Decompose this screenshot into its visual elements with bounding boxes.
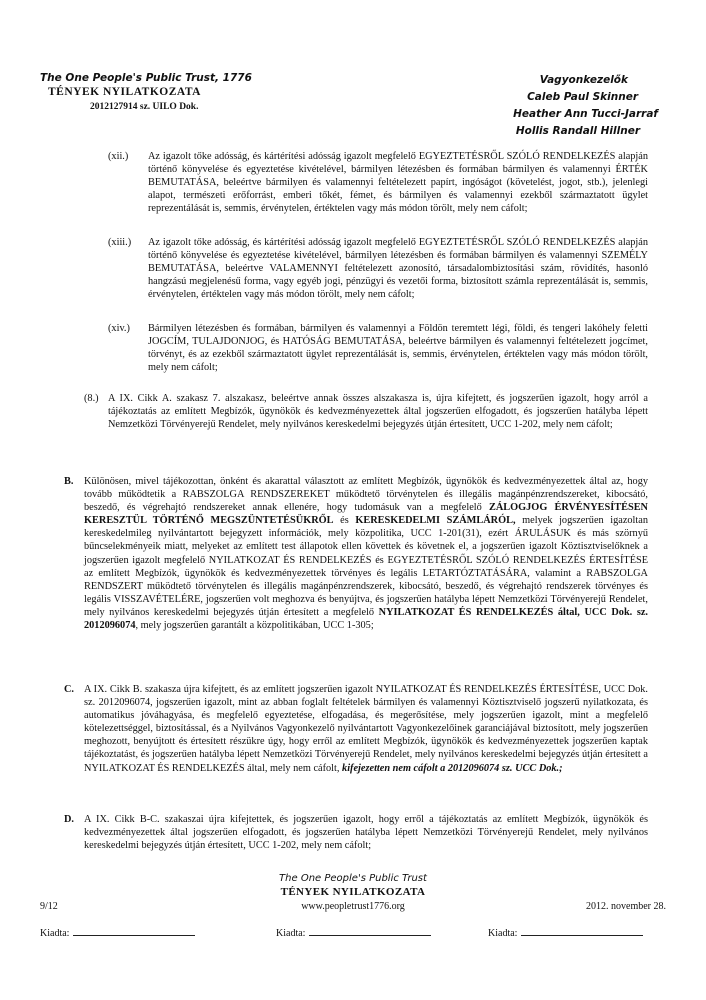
trustee-name: Hollis Randall Hillner xyxy=(515,125,640,137)
header-left xyxy=(40,72,320,112)
bold-italic-phrase: kifejezetten nem cáfolt a 2012096074 sz. UCC Dok.; xyxy=(342,762,563,774)
item-number: (xii.) xyxy=(108,151,129,162)
item-text: Az igazolt tőke adósság, és kártérítési adósság igazolt megfelelő EGYEZTETÉSRŐL SZÓLÓ RENDELKEZÉS alapján történő könyvelése és egyeztetése kivételével, bármilyen létezésben és formában bármilyen és valamennyi ÉRTÉK BEMUTATÁSA, beleértve bármilyen és valamennyi feltételezett papírt, ingóságot (követelést, jogot, stb.), jelenlegi alapot, természeti erőforrást, emberi tőkét, fémet, és bármilyen és valamennyi ezekből származtatott ügylet reprezentálását is, semmis, érvénytelen, értéktelen vagy más módon törölt, mely nem cáfolt; xyxy=(148,151,648,215)
footer-title: TÉNYEK NYILATKOZATA xyxy=(280,886,426,898)
signature-field xyxy=(488,926,643,939)
bold-phrase: ZÁLOGJOG ÉRVÉNYESÍTÉSEN KERESZTÜL TÖRTÉNŐ MEGSZÜNTETÉSÜKRŐL xyxy=(84,502,648,527)
item-text: A IX. Cikk A. szakasz 7. alszakasz, beleértve annak összes alszakasza is, újra kifejtett, és jogszerűen igazolt, hogy arról a tájékoztatás az említett Megbízók, ügynökök és kedvezményezettek által jogszerűen elfogadott, és jogszerűen hatályba lépett Nemzetközi Törvényerejű Rendelet, mely nyilvános kereskedelmi bejegyzés útján értesített, UCC 1-202, mely nem cáfolt; xyxy=(108,393,648,431)
signature-line xyxy=(521,926,643,936)
signature-line xyxy=(73,926,195,936)
list-item xyxy=(108,150,648,215)
section-c xyxy=(64,683,648,775)
page-number: 9/12 xyxy=(40,901,58,912)
footer-date: 2012. november 28. xyxy=(586,901,666,912)
item-text: Bármilyen létezésben és formában, bármilyen és valamennyi a Földön teremtett légi, földi, és tengeri lakóhely feletti JOGCÍM, TULAJDONJOG, és HATÓSÁG BEMUTATÁSA, beleértve bármilyen és valamennyi feltételezett jogcímet, törvényt, és az ezekből származtatott ügylet reprezentálását is, semmis, érvénytelen, értéktelen vagy más módon törölt, mely nem cáfolt; xyxy=(148,323,648,374)
signature-label: Kiadta: xyxy=(40,928,70,939)
section-d xyxy=(64,813,648,852)
trustee-name: Heather Ann Tucci-Jarraf xyxy=(513,108,658,120)
list-item xyxy=(108,236,648,301)
signature-label: Kiadta: xyxy=(488,928,518,939)
trust-name: The One People's Public Trust, 1776 xyxy=(40,72,252,84)
list-item xyxy=(84,392,648,431)
item-number: (xiv.) xyxy=(108,323,130,334)
bold-phrase: NYILATKOZAT ÉS RENDELKEZÉS által, UCC Dok. sz. 2012096074 xyxy=(84,606,648,632)
section-b xyxy=(64,475,648,632)
list-item xyxy=(108,322,648,374)
item-text: Az igazolt tőke adósság, és kártérítési adósság igazolt megfelelő EGYEZTETÉSRŐL SZÓLÓ RENDELKEZÉS alapján történő könyvelése és egyeztetése kivételével, bármilyen létezésben és formában bármilyen és valamennyi SZEMÉLY BEMUTATÁSA, beleértve VALAMENNYI feltételezett azonosító, társadalombiztosítási szám, rövidítés, hasonló hangzású megjelenésű forma, vagy egyéb jogi, pénzügyi és vezetői forma, biztosított számla reprezentálását is, semmis, érvénytelen, értéktelen vagy más módon törölt, mely nem cáfolt; xyxy=(148,237,648,301)
item-number: (xiii.) xyxy=(108,237,132,248)
section-text: Különösen, mivel tájékozottan, önként és akarattal választott az említett Megbízók, ügynökök és kedvezményezettek által az, hogy tovább működtetik a RABSZOLGA RENDSZEREKET működtető törvénytelen és illegális magánpénzrendszereket, kibocsátó, beszedő, és végrehajtó rendszereket annak ellenére, hogy tudomásuk van a megfelelő ZÁLOGJOG ÉRVÉNYESÍTÉSEN KERESZTÜL TÖRTÉNŐ MEGSZÜNTETÉSÜKRŐL és KERESKEDELMI SZÁMLÁRÓL, melyek jogszerűen igazoltan kereskedelmileg nyilvántartott bejegyzett információk, mely közpolitika, UCC 1-201(31), ezért ÁRULÁSUK és más szörnyű bűncselekményeik miatt, melyeket az említett test állapotok ellen követtek és követnek el, a jogszerűen igazolt Köztisztviselőknek a jogszerűen igazolt megfelelő NYILATKOZAT ÉS RENDELKEZÉS és EGYEZTETÉSRŐL SZÓLÓ RENDELKEZÉS ÉRTESÍTÉSE az említett Megbízók, ügynökök és kedvezményezettek törvényes és legális LETARTÓZTATÁSÁRA, valamint a RABSZOLGA RENDSZERT működtető törvénytelen és illegális magánpénzrendszerek, kibocsátó, beszedő, és végrehajtó rendszerek törvényes és legális VISSZAVÉTELÉRE, jogszerűen volt meghozva és benyújtva, és jogszerűen hatályba lépett Nemzetközi Törvényerejű Rendelet, mely nyilvános kereskedelmi bejegyzés útján értesített a megfelelő NYILATKOZAT ÉS RENDELKEZÉS által, UCC Dok. sz. 2012096074, mely jogszerűen garantált a közpolitikában, UCC 1-305; xyxy=(84,476,649,632)
section-label: C. xyxy=(64,684,75,695)
document-title: TÉNYEK NYILATKOZATA xyxy=(48,86,201,98)
signature-field xyxy=(276,926,431,939)
section-label: D. xyxy=(64,814,75,825)
footer-url: www.peopletrust1776.org xyxy=(301,901,405,912)
signature-field xyxy=(40,926,195,939)
section-text: A IX. Cikk B-C. szakaszai újra kifejtettek, és jogszerűen igazolt, hogy erről a tájékoztatás az említett Megbízók, ügynökök és kedvezményezettek által jogszerűen elfogadott, és jogszerűen hatályba lépett Nemzetközi Törvényerejű Rendelet, mely nyilvános kereskedelmi bejegyzés útján értesített, UCC 1-202, mely nem cáfolt; xyxy=(84,814,648,852)
section-label: B. xyxy=(64,476,74,487)
signature-line xyxy=(309,926,431,936)
footer-trust-name: The One People's Public Trust xyxy=(279,873,427,884)
header-right xyxy=(426,72,666,140)
trustee-name: Caleb Paul Skinner xyxy=(527,91,638,103)
bold-phrase: KERESKEDELMI SZÁMLÁRÓL, xyxy=(355,515,516,527)
section-text: A IX. Cikk B. szakasza újra kifejtett, és az említett jogszerűen igazolt NYILATKOZAT ÉS RENDELKEZÉS ÉRTESÍTÉSE, UCC Dok. sz. 2012096074, jogszerűen igazolt, mint az abban foglalt feltételek bármilyen és valamennyi Köztisztviselő jogszerű nyilatkozata, és automatikus jóváhagyása, és megfelelő egyeztetése, elfogadása, és megerősítése, mely jogszerűen igazolt, mint a megfelelő kötelezettséggel, biztosítással, és a Nyilvános Vagyonkezelő nyilvántartott Vagyonkezelőinek garanciájával biztosított, mely jogszerűen meghozott, benyújtott és értesített részükre úgy, hogy erről az említett Megbízók, ügynökök és kedvezményezettek jogszerűen kaptak tájékoztatást, és jogszerűen hatályba lépett Nemzetközi Törvényerejű Rendelet, mely nyilvános kereskedelmi bejegyzés útján értesített a NYILATKOZAT ÉS RENDELKEZÉS által, mely nem cáfolt, kifejezetten nem cáfolt a 2012096074 sz. UCC Dok.; xyxy=(84,684,648,774)
item-number: (8.) xyxy=(84,393,99,404)
document-reference: 2012127914 sz. UILO Dok. xyxy=(90,102,199,112)
signature-label: Kiadta: xyxy=(276,928,306,939)
trustees-heading: Vagyonkezelők xyxy=(539,74,628,86)
